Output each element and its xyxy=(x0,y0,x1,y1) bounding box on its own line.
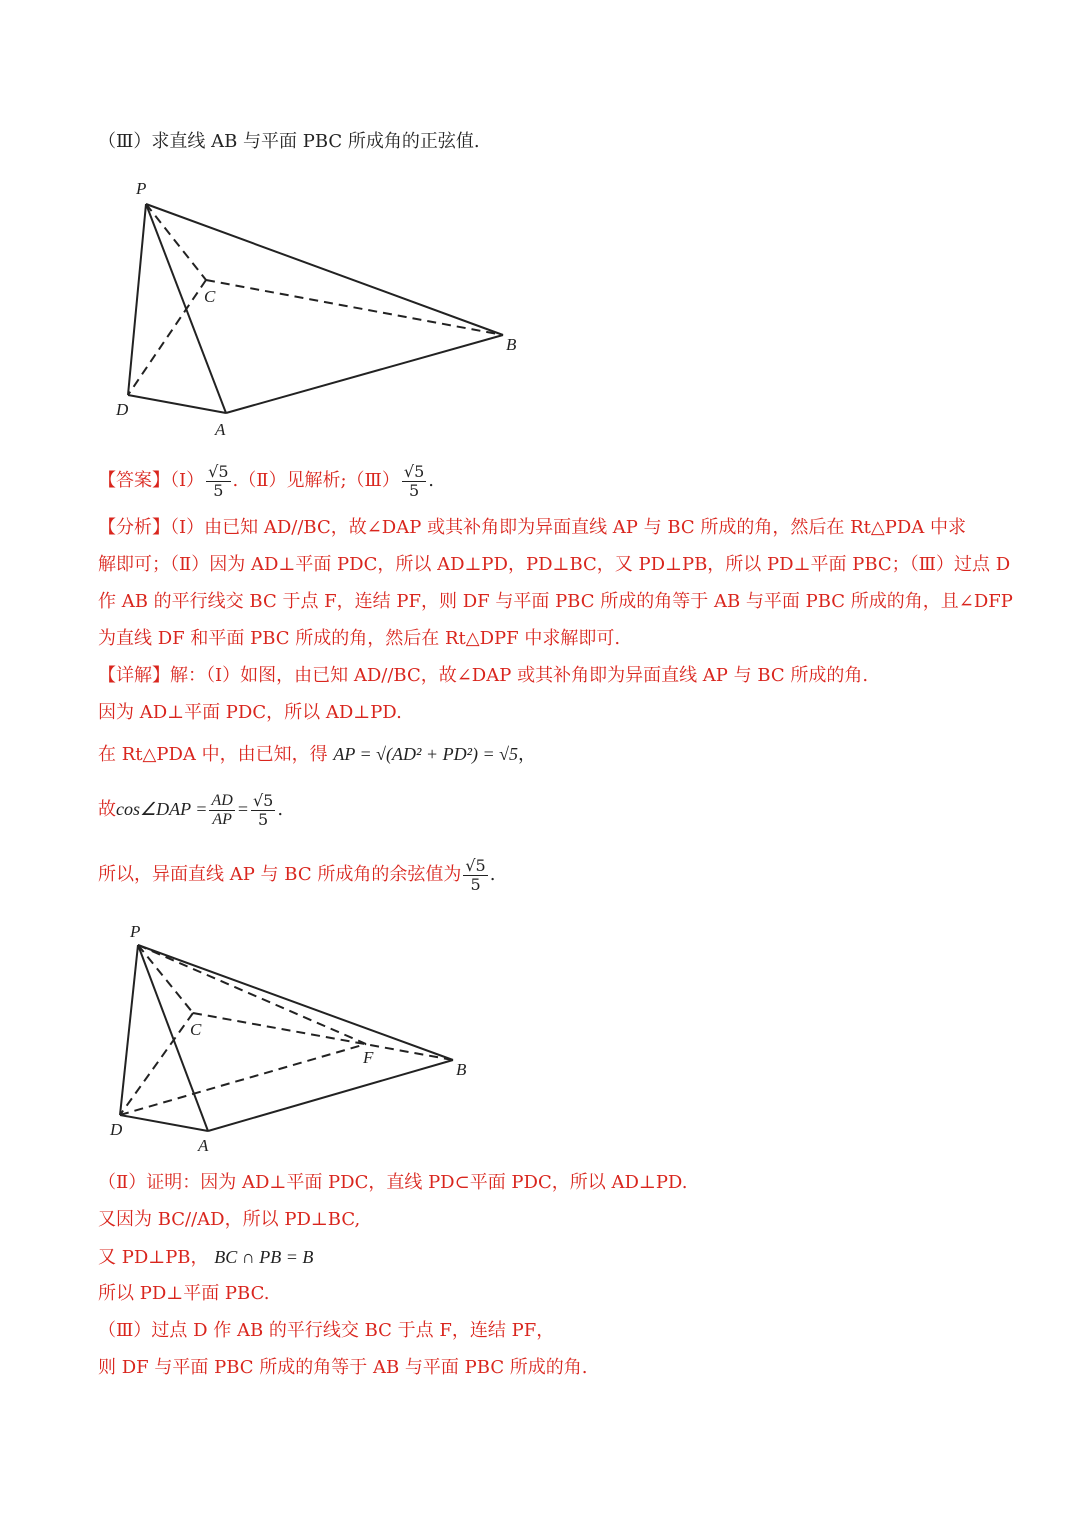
detail-line-3 xyxy=(98,742,536,767)
analysis-line-2: 解即可；（Ⅱ）因为 AD⊥平面 PDC，所以 AD⊥PD，PD⊥BC，又 PD⊥PB，所以 PD⊥平面 PBC；（Ⅲ）过点 D xyxy=(98,554,1011,575)
detail-line-1: 【详解】解：（Ⅰ）如图，由已知 AD//BC，故∠DAP 或其补角即为异面直线 AP 与 BC 所成的角. xyxy=(98,665,869,686)
analysis-line-1: 【分析】（Ⅰ）由已知 AD//BC，故∠DAP 或其补角即为异面直线 AP 与 BC 所成的角，然后在 Rt△PDA 中求 xyxy=(98,517,967,538)
answer-frac1-num: √5 xyxy=(208,461,229,481)
fig2-label-c: C xyxy=(190,1020,202,1039)
proof3-line-1: （Ⅲ）过点 D 作 AB 的平行线交 BC 于点 F，连结 PF， xyxy=(98,1320,555,1341)
proof2-line-3-text: 又 PD⊥PB， xyxy=(98,1247,209,1268)
detail-line-4-frac-2 xyxy=(251,792,275,829)
detail-frac1-den: AP xyxy=(212,810,232,828)
fig2-label-d: D xyxy=(110,1120,123,1139)
answer-fraction-1 xyxy=(206,463,230,500)
detail-line-5-end: . xyxy=(489,864,496,885)
proof2-line-1: （Ⅱ）证明：因为 AD⊥平面 PDC，直线 PD⊂平面 PDC，所以 AD⊥PD. xyxy=(98,1172,688,1193)
analysis-line-3: 作 AB 的平行线交 BC 于点 F，连结 PF，则 DF 与平面 PBC 所成的角等于 AB 与平面 PBC 所成的角，且∠DFP xyxy=(98,591,1013,612)
detail-frac2-den: 5 xyxy=(258,809,269,829)
figure-pyramid-2 xyxy=(98,915,498,1160)
fig1-label-d: D xyxy=(116,400,129,419)
detail-frac2-num: √5 xyxy=(252,790,274,810)
detail-frac1-num: AD xyxy=(211,791,233,809)
answer-end: . xyxy=(428,470,434,491)
detail-line-4-frac-1 xyxy=(209,792,234,829)
detail-line-5-frac xyxy=(463,857,487,894)
detail-line-4-text: 故 xyxy=(98,799,116,820)
fig2-label-a: A xyxy=(198,1136,209,1155)
proof2-line-3 xyxy=(98,1245,313,1270)
detail-line-3-text: 在 Rt△PDA 中，由已知，得 xyxy=(98,744,328,765)
question-3: （Ⅲ）求直线 AB 与平面 PBC 所成角的正弦值. xyxy=(98,131,480,152)
detail-line-4-math: cos∠DAP = xyxy=(116,799,208,819)
detail-line-3-end: ， xyxy=(518,744,536,765)
detail-line-5-frac-den: 5 xyxy=(470,874,481,894)
detail-line-4 xyxy=(98,784,283,834)
detail-line-5-text: 所以，异面直线 AP 与 BC 所成角的余弦值为 xyxy=(98,864,462,885)
figure-pyramid-1 xyxy=(98,170,538,450)
analysis-line-4: 为直线 DF 和平面 PBC 所成的角，然后在 Rt△DPF 中求解即可. xyxy=(98,628,621,649)
proof2-line-3-math: BC ∩ PB = B xyxy=(214,1247,314,1267)
detail-line-4-end: . xyxy=(277,799,284,820)
proof2-line-2: 又因为 BC//AD，所以 PD⊥BC, xyxy=(98,1209,361,1230)
answer-line xyxy=(98,458,434,504)
answer-tag: 【答案】 xyxy=(98,470,170,491)
detail-line-5 xyxy=(98,850,495,900)
fig1-label-c: C xyxy=(204,287,216,306)
detail-line-3-math: AP = √(AD² + PD²) = √5 xyxy=(333,744,518,764)
fig2-label-p: P xyxy=(130,922,141,941)
answer-frac2-num: √5 xyxy=(403,461,425,481)
fig1-label-a: A xyxy=(215,420,226,439)
answer-part2: .（Ⅱ）见解析;（Ⅲ） xyxy=(232,470,400,491)
answer-fraction-2 xyxy=(402,463,426,500)
answer-frac2-den: 5 xyxy=(408,480,420,500)
proof3-line-2: 则 DF 与平面 PBC 所成的角等于 AB 与平面 PBC 所成的角. xyxy=(98,1357,588,1378)
fig2-label-b: B xyxy=(456,1060,467,1079)
detail-line-2: 因为 AD⊥平面 PDC，所以 AD⊥PD. xyxy=(98,702,402,723)
detail-line-5-frac-num: √5 xyxy=(465,855,486,875)
proof2-line-4: 所以 PD⊥平面 PBC. xyxy=(98,1283,270,1304)
answer-frac1-den: 5 xyxy=(213,480,224,500)
answer-part1: （Ⅰ） xyxy=(170,470,205,491)
fig1-label-b: B xyxy=(506,335,517,354)
fig1-label-p: P xyxy=(136,179,147,198)
fig2-label-f: F xyxy=(363,1048,374,1067)
detail-line-4-eq: = xyxy=(236,799,249,819)
